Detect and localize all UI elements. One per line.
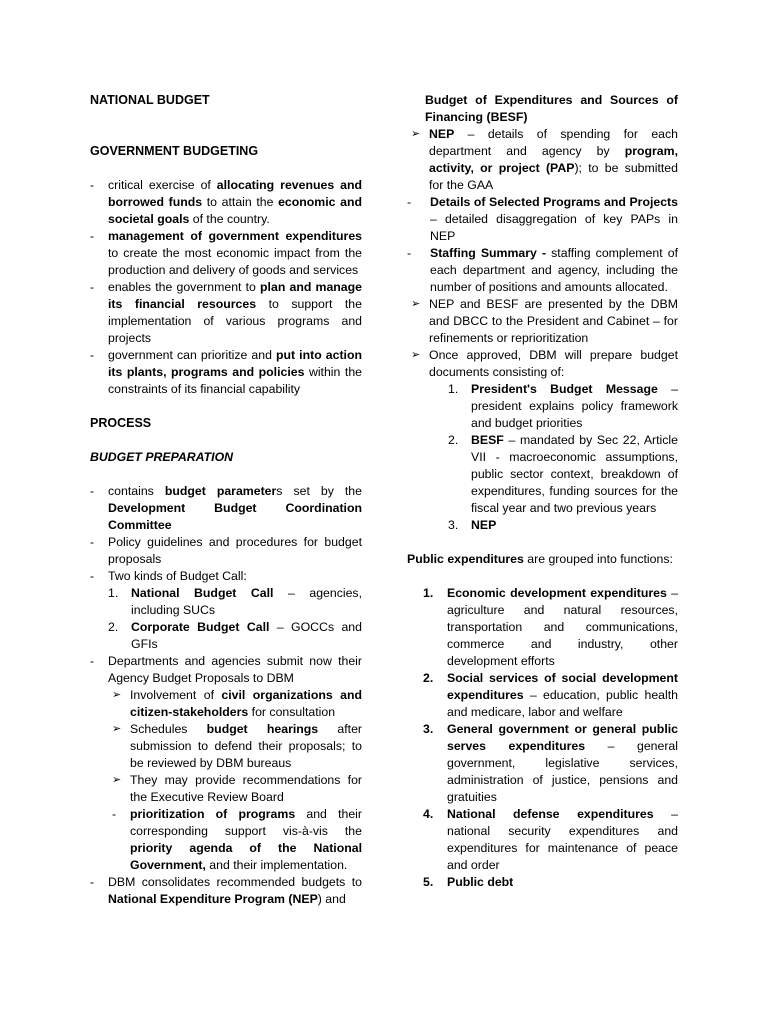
- numbered-item: 1. Economic development expenditures – agriculture and natural resources, transportation and communications, commerce and industry, other development efforts: [423, 586, 679, 668]
- list-item: - enables the government to plan and manage its financial resources to support the implementation of various programs and projects: [90, 279, 362, 347]
- arrow-bullet-icon: ➢: [112, 774, 122, 786]
- list-item: - Details of Selected Programs and Projects – detailed disaggregation of key PAPs in NEP: [407, 194, 678, 245]
- section-title-government-budgeting: GOVERNMENT BUDGETING: [90, 144, 259, 158]
- section-title-process: PROCESS: [90, 416, 152, 430]
- left-column: [90, 92, 362, 908]
- numbered-item: 3. NEP: [448, 518, 497, 532]
- list-item: - Two kinds of Budget Call:: [90, 568, 362, 585]
- numbered-item: 3. General government or general public serves expenditures – general government, legislative services, administration of justice, pensions and gratuities: [423, 722, 678, 804]
- arrow-bullet-icon: ➢: [112, 689, 122, 701]
- arrow-item: ➢ Involvement of civil organizations and citizen-stakeholders for consultation: [112, 688, 363, 719]
- subsection-title-budget-preparation: BUDGET PREPARATION: [90, 450, 234, 464]
- arrow-item: ➢ NEP – details of spending for each department and agency by program, activity, or project (PAP); to be submitted for the GAA: [411, 127, 678, 192]
- arrow-item: ➢ Schedules budget hearings after submission to defend their proposals; to be reviewed by DBM bureaus: [112, 722, 363, 770]
- list-item: - Departments and agencies submit now their Agency Budget Proposals to DBM: [90, 653, 362, 687]
- numbered-item: 2. Social services of social development expenditures – education, public health and medicare, labor and welfare: [423, 671, 678, 719]
- numbered-item: 2. Corporate Budget Call – GOCCs and GFIs: [108, 620, 362, 651]
- arrow-bullet-icon: ➢: [411, 298, 421, 310]
- arrow-item: ➢ Once approved, DBM will prepare budget documents consisting of:: [411, 348, 678, 379]
- besf-heading: Budget of Expenditures and Sources of Financing (BESF): [425, 93, 678, 124]
- list-item: - DBM consolidates recommended budgets to National Expenditure Program (NEP) and: [90, 874, 362, 908]
- list-item: - Policy guidelines and procedures for budget proposals: [90, 534, 362, 568]
- arrow-bullet-icon: ➢: [112, 723, 122, 735]
- list-item: - management of government expenditures to create the most economic impact from the production and delivery of goods and services: [90, 228, 362, 279]
- public-expenditures-intro: Public expenditures are grouped into functions:: [407, 552, 673, 566]
- list-item: - government can prioritize and put into action its plants, programs and policies within the constraints of its financial capability: [90, 347, 362, 398]
- arrow-item: ➢ They may provide recommendations for the Executive Review Board: [112, 773, 362, 804]
- arrow-bullet-icon: ➢: [411, 349, 421, 361]
- list-item: - contains budget parameters set by the Development Budget Coordination Committee: [90, 483, 362, 534]
- list-item: - critical exercise of allocating revenues and borrowed funds to attain the economic and societal goals of the country.: [90, 177, 362, 228]
- right-column: [407, 92, 678, 891]
- arrow-item: ➢ NEP and BESF are presented by the DBM and DBCC to the President and Cabinet – for refinements or reprioritization: [411, 297, 678, 345]
- arrow-bullet-icon: ➢: [411, 128, 421, 140]
- numbered-item: 1. National Budget Call – agencies, including SUCs: [108, 586, 362, 617]
- list-item: - prioritization of programs and their corresponding support vis-à-vis the priority agenda of the National Government, and their implementation.: [112, 806, 362, 874]
- list-item: - Staffing Summary - staffing complement of each department and agency, including the number of positions and amounts allocated.: [407, 245, 678, 296]
- numbered-item: 4. National defense expenditures – national security expenditures and expenditures for maintenance of peace and order: [423, 807, 678, 872]
- page-title: NATIONAL BUDGET: [90, 93, 210, 107]
- numbered-item: 5. Public debt: [423, 875, 514, 889]
- numbered-item: 2. BESF – mandated by Sec 22, Article VII - macroeconomic assumptions, public sector context, breakdown of expenditures, funding sources for the fiscal year and two previous years: [448, 433, 678, 515]
- numbered-item: 1. President's Budget Message – president explains policy framework and budget priorities: [448, 382, 679, 430]
